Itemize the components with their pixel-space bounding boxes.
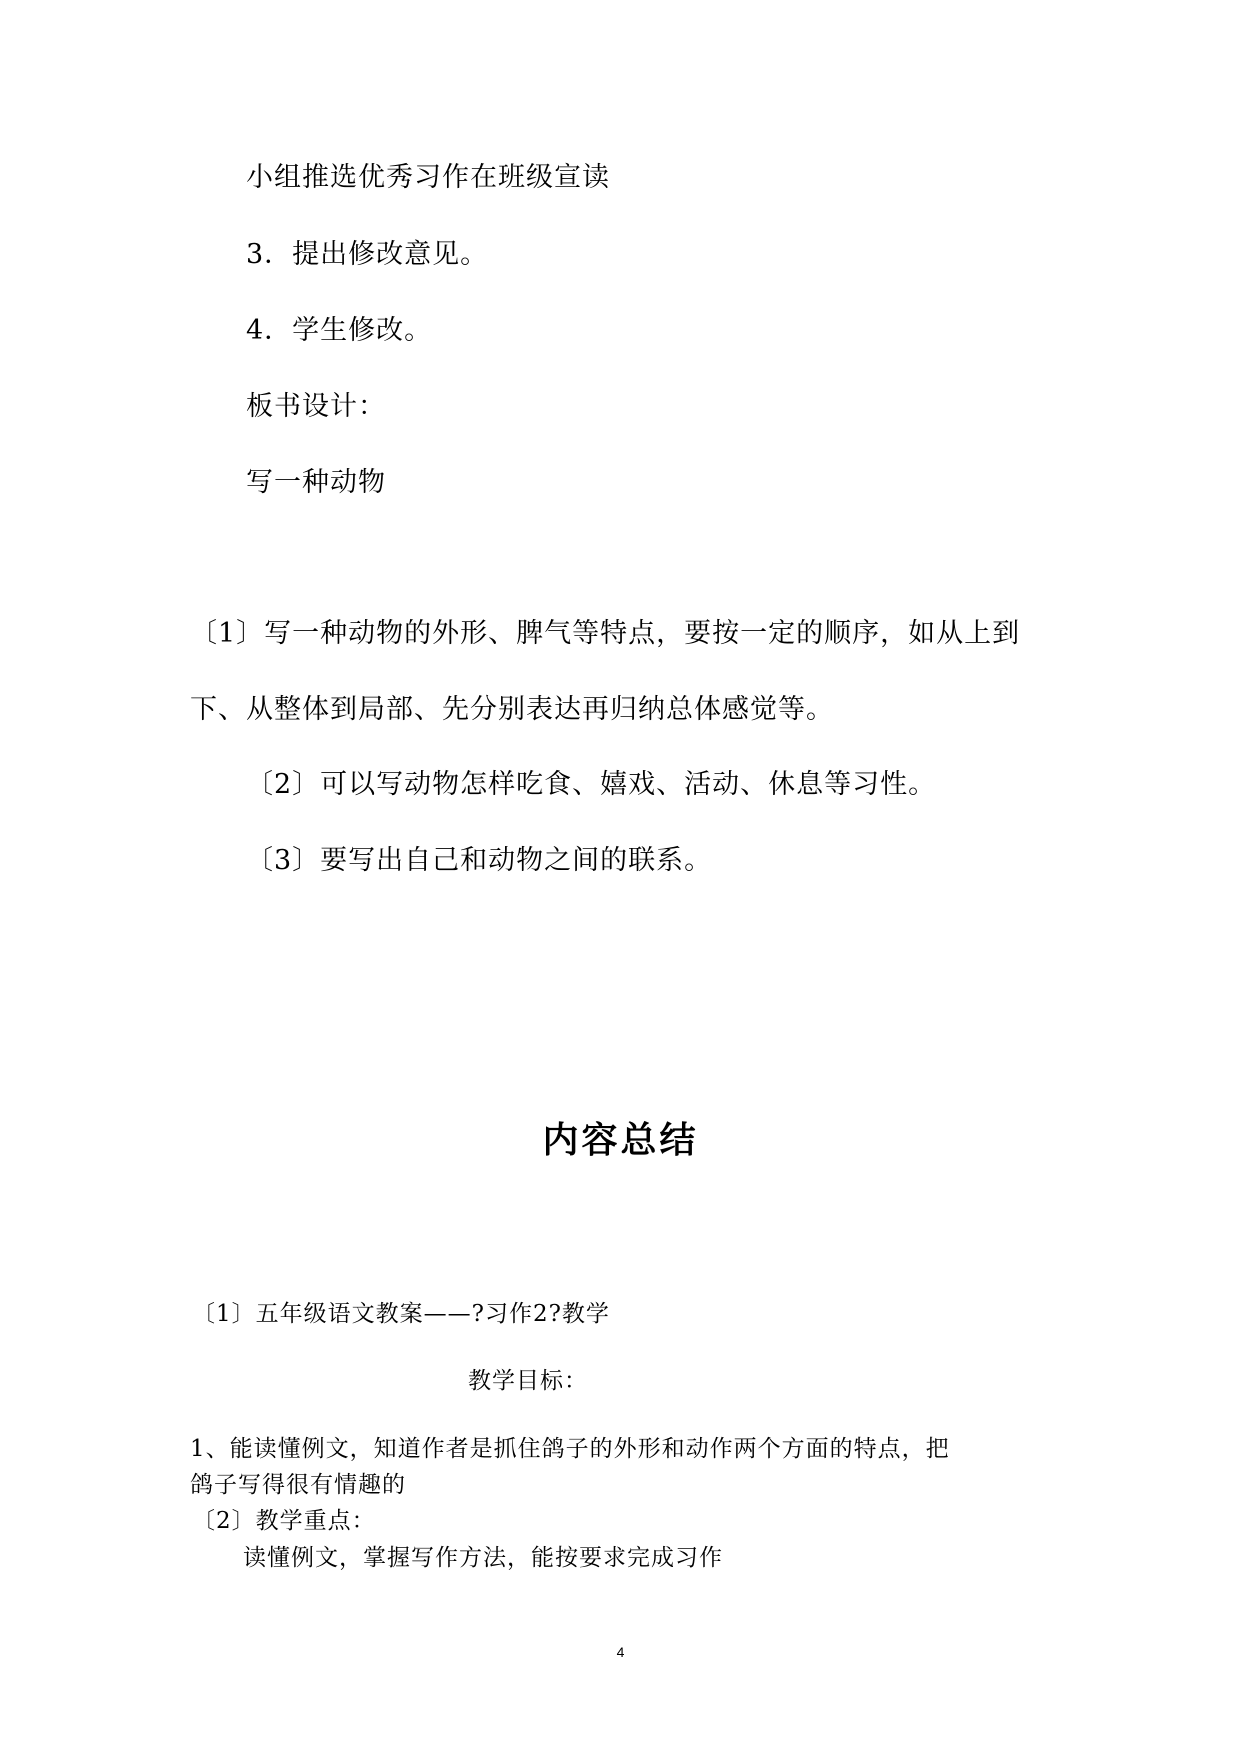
summary-line: 1、能读懂例文，知道作者是抓住鸽子的外形和动作两个方面的特点，把 <box>190 1436 950 1462</box>
summary-line: 读懂例文，掌握写作方法，能按要求完成习作 <box>243 1545 723 1571</box>
body-line: 3．提出修改意见。 <box>246 239 489 270</box>
page-number: 4 <box>616 1644 625 1660</box>
body-line: 小组推选优秀习作在班级宣读 <box>246 162 610 193</box>
body-line: 4．学生修改。 <box>246 315 433 346</box>
body-line: 写一种动物 <box>246 467 386 498</box>
body-line: 〔1〕写一种动物的外形、脾气等特点，要按一定的顺序，如从上到 <box>190 618 1021 649</box>
summary-line: 〔2〕教学重点： <box>192 1508 376 1534</box>
summary-line: 〔1〕五年级语文教案——?习作2?教学 <box>192 1301 610 1327</box>
body-line: 〔2〕可以写动物怎样吃食、嬉戏、活动、休息等习性。 <box>246 769 937 800</box>
body-line: 下、从整体到局部、先分别表达再归纳总体感觉等。 <box>190 694 834 725</box>
body-line: 板书设计： <box>246 391 386 422</box>
summary-line: 教学目标： <box>468 1368 588 1394</box>
section-heading: 内容总结 <box>542 1120 699 1161</box>
body-line: 〔3〕要写出自己和动物之间的联系。 <box>246 845 713 876</box>
summary-line: 鸽子写得很有情趣的 <box>190 1472 406 1498</box>
